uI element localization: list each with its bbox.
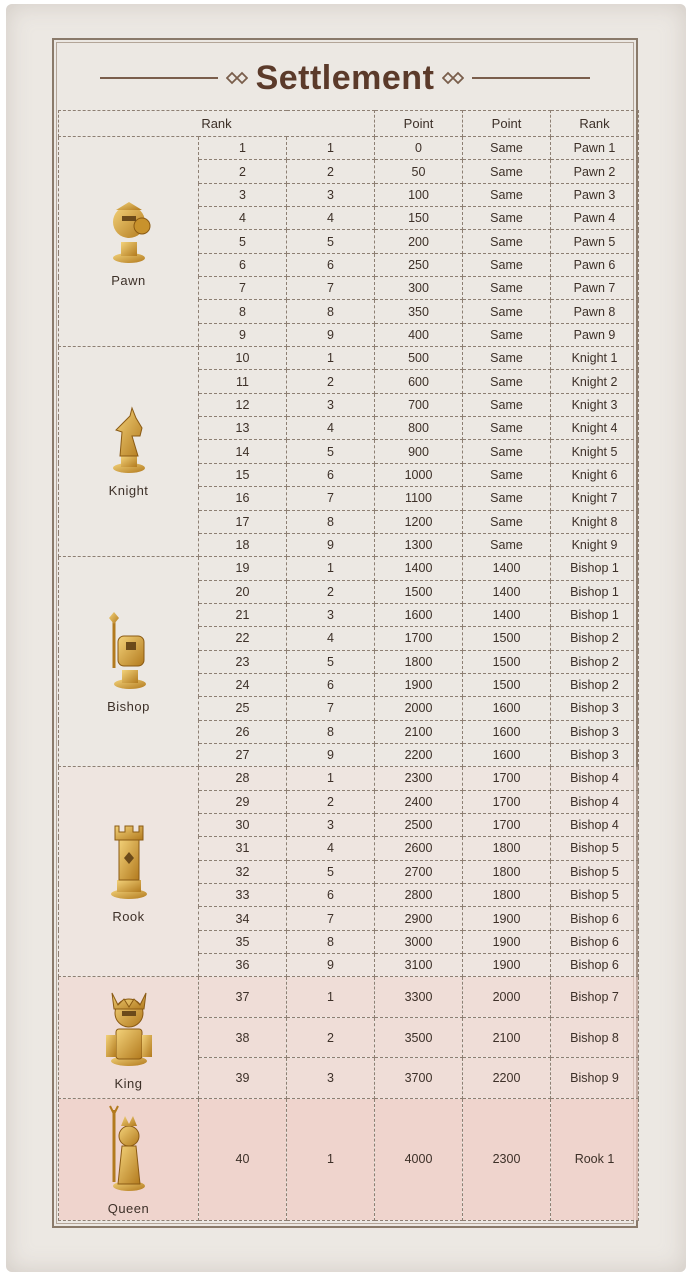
king-icon <box>102 985 156 1070</box>
point-cell: 2200 <box>375 743 463 766</box>
diamond-ornament-icon <box>442 71 464 85</box>
settled-point-cell: 1400 <box>463 580 551 603</box>
settled-point-cell: 1700 <box>463 813 551 836</box>
tier-number-cell: 4 <box>287 627 375 650</box>
piece-name: Rook <box>112 908 145 924</box>
point-cell: 3300 <box>375 977 463 1018</box>
settled-rank-cell: Bishop 2 <box>551 673 639 696</box>
tier-number-cell: 7 <box>287 907 375 930</box>
settled-point-cell: 2300 <box>463 1098 551 1220</box>
tier-number-cell: 6 <box>287 463 375 486</box>
tier-number-cell: 8 <box>287 720 375 743</box>
rank-number-cell: 18 <box>199 533 287 556</box>
settled-rank-cell: Bishop 1 <box>551 603 639 626</box>
point-cell: 1500 <box>375 580 463 603</box>
settled-rank-cell: Pawn 2 <box>551 160 639 183</box>
settled-rank-cell: Pawn 5 <box>551 230 639 253</box>
settled-point-cell: Same <box>463 533 551 556</box>
tier-number-cell: 5 <box>287 860 375 883</box>
settled-point-cell: Same <box>463 300 551 323</box>
settled-point-cell: Same <box>463 160 551 183</box>
queen-icon <box>104 1102 154 1195</box>
rank-number-cell: 5 <box>199 230 287 253</box>
tier-number-cell: 1 <box>287 767 375 790</box>
point-cell: 2300 <box>375 767 463 790</box>
rank-group-cell <box>59 347 199 557</box>
piece-box <box>59 196 198 288</box>
settled-rank-cell: Pawn 8 <box>551 300 639 323</box>
settled-rank-cell: Bishop 3 <box>551 743 639 766</box>
tier-number-cell: 1 <box>287 137 375 160</box>
rank-group-cell <box>59 557 199 767</box>
tier-number-cell: 9 <box>287 743 375 766</box>
settled-rank-cell: Rook 1 <box>551 1098 639 1220</box>
rank-number-cell: 2 <box>199 160 287 183</box>
rank-number-cell: 29 <box>199 790 287 813</box>
tier-number-cell: 3 <box>287 603 375 626</box>
point-cell: 1700 <box>375 627 463 650</box>
rank-number-cell: 1 <box>199 137 287 160</box>
piece-name: King <box>114 1075 143 1091</box>
piece-name: Bishop <box>107 698 150 714</box>
settled-point-cell: 2200 <box>463 1058 551 1099</box>
point-cell: 600 <box>375 370 463 393</box>
rank-number-cell: 37 <box>199 977 287 1018</box>
settled-rank-cell: Bishop 1 <box>551 557 639 580</box>
settled-rank-cell: Knight 2 <box>551 370 639 393</box>
settled-rank-cell: Pawn 1 <box>551 137 639 160</box>
pawn-icon <box>106 196 152 267</box>
point-cell: 1200 <box>375 510 463 533</box>
settled-point-cell: 1700 <box>463 790 551 813</box>
rank-number-cell: 21 <box>199 603 287 626</box>
point-cell: 2900 <box>375 907 463 930</box>
rank-number-cell: 3 <box>199 183 287 206</box>
rank-number-cell: 24 <box>199 673 287 696</box>
piece-name: Knight <box>108 482 149 498</box>
point-cell: 900 <box>375 440 463 463</box>
settled-point-cell: Same <box>463 207 551 230</box>
rank-number-cell: 25 <box>199 697 287 720</box>
piece-box <box>59 406 198 498</box>
settled-point-cell: Same <box>463 347 551 370</box>
settled-point-cell: 1800 <box>463 860 551 883</box>
rank-group-cell <box>59 1098 199 1220</box>
tier-number-cell: 2 <box>287 160 375 183</box>
tier-number-cell: 3 <box>287 1058 375 1099</box>
settled-rank-cell: Bishop 2 <box>551 627 639 650</box>
point-cell: 150 <box>375 207 463 230</box>
rank-number-cell: 14 <box>199 440 287 463</box>
rank-number-cell: 28 <box>199 767 287 790</box>
settled-rank-cell: Bishop 7 <box>551 977 639 1018</box>
rank-number-cell: 36 <box>199 954 287 977</box>
tier-number-cell: 9 <box>287 533 375 556</box>
settled-point-cell: Same <box>463 393 551 416</box>
settled-rank-cell: Knight 3 <box>551 393 639 416</box>
diamond-ornament-icon <box>226 71 248 85</box>
point-cell: 2400 <box>375 790 463 813</box>
rook-icon <box>106 820 152 903</box>
point-cell: 3000 <box>375 930 463 953</box>
settled-rank-cell: Knight 9 <box>551 533 639 556</box>
rank-number-cell: 4 <box>199 207 287 230</box>
rank-number-cell: 34 <box>199 907 287 930</box>
rank-number-cell: 8 <box>199 300 287 323</box>
settled-rank-cell: Bishop 8 <box>551 1017 639 1058</box>
table-header-row <box>59 111 639 137</box>
rank-number-cell: 9 <box>199 323 287 346</box>
point-cell: 350 <box>375 300 463 323</box>
title-ornament-line-right <box>472 77 590 79</box>
tier-number-cell: 7 <box>287 277 375 300</box>
point-cell: 500 <box>375 347 463 370</box>
settled-rank-cell: Bishop 3 <box>551 697 639 720</box>
settled-point-cell: 1600 <box>463 743 551 766</box>
title-bar <box>58 52 632 104</box>
settled-rank-cell: Knight 4 <box>551 417 639 440</box>
point-cell: 3700 <box>375 1058 463 1099</box>
rank-number-cell: 6 <box>199 253 287 276</box>
rank-number-cell: 11 <box>199 370 287 393</box>
tier-number-cell: 1 <box>287 1098 375 1220</box>
settled-point-cell: 1700 <box>463 767 551 790</box>
page-title: Settlement <box>255 58 435 97</box>
bishop-icon <box>106 610 152 693</box>
settled-rank-cell: Knight 8 <box>551 510 639 533</box>
table-row <box>59 1098 639 1220</box>
rank-number-cell: 23 <box>199 650 287 673</box>
tier-number-cell: 3 <box>287 393 375 416</box>
settled-rank-cell: Pawn 6 <box>551 253 639 276</box>
table-row <box>59 767 639 790</box>
tier-number-cell: 2 <box>287 1017 375 1058</box>
tier-number-cell: 6 <box>287 253 375 276</box>
point-cell: 200 <box>375 230 463 253</box>
tier-number-cell: 1 <box>287 977 375 1018</box>
point-cell: 400 <box>375 323 463 346</box>
settled-rank-cell: Bishop 6 <box>551 954 639 977</box>
rank-group-cell <box>59 137 199 347</box>
rank-group-cell <box>59 977 199 1099</box>
point-cell: 2500 <box>375 813 463 836</box>
settled-rank-cell: Bishop 2 <box>551 650 639 673</box>
piece-box <box>59 820 198 924</box>
tier-number-cell: 4 <box>287 417 375 440</box>
point-cell: 1600 <box>375 603 463 626</box>
tier-number-cell: 3 <box>287 183 375 206</box>
settled-rank-cell: Pawn 7 <box>551 277 639 300</box>
settled-rank-cell: Bishop 5 <box>551 837 639 860</box>
settled-point-cell: Same <box>463 370 551 393</box>
rank-number-cell: 33 <box>199 884 287 907</box>
point-cell: 250 <box>375 253 463 276</box>
piece-box <box>59 1102 198 1216</box>
settled-point-cell: 1600 <box>463 697 551 720</box>
settled-rank-cell: Bishop 5 <box>551 860 639 883</box>
settled-point-cell: Same <box>463 183 551 206</box>
settled-point-cell: 1500 <box>463 673 551 696</box>
point-cell: 2000 <box>375 697 463 720</box>
rank-number-cell: 26 <box>199 720 287 743</box>
tier-number-cell: 6 <box>287 673 375 696</box>
point-cell: 2800 <box>375 884 463 907</box>
settled-point-cell: 1600 <box>463 720 551 743</box>
settled-point-cell: Same <box>463 417 551 440</box>
settled-point-cell: Same <box>463 277 551 300</box>
rank-number-cell: 16 <box>199 487 287 510</box>
rank-group-cell <box>59 767 199 977</box>
point-cell: 800 <box>375 417 463 440</box>
tier-number-cell: 5 <box>287 230 375 253</box>
settled-rank-cell: Knight 7 <box>551 487 639 510</box>
table-row <box>59 347 639 370</box>
header-rank-settled: Rank <box>551 111 639 137</box>
point-cell: 300 <box>375 277 463 300</box>
settled-rank-cell: Bishop 6 <box>551 907 639 930</box>
settled-rank-cell: Pawn 4 <box>551 207 639 230</box>
settled-rank-cell: Pawn 9 <box>551 323 639 346</box>
settled-rank-cell: Knight 5 <box>551 440 639 463</box>
point-cell: 100 <box>375 183 463 206</box>
rank-number-cell: 12 <box>199 393 287 416</box>
rank-number-cell: 13 <box>199 417 287 440</box>
settled-point-cell: 1800 <box>463 837 551 860</box>
point-cell: 700 <box>375 393 463 416</box>
settled-rank-cell: Knight 1 <box>551 347 639 370</box>
settled-point-cell: Same <box>463 487 551 510</box>
table-row <box>59 977 639 1018</box>
piece-box <box>59 985 198 1091</box>
settled-rank-cell: Bishop 1 <box>551 580 639 603</box>
settled-point-cell: Same <box>463 463 551 486</box>
point-cell: 0 <box>375 137 463 160</box>
piece-name: Pawn <box>111 272 146 288</box>
tier-number-cell: 5 <box>287 440 375 463</box>
tier-number-cell: 5 <box>287 650 375 673</box>
header-point: Point <box>375 111 463 137</box>
rank-number-cell: 17 <box>199 510 287 533</box>
piece-name: Queen <box>107 1201 150 1217</box>
settled-rank-cell: Bishop 3 <box>551 720 639 743</box>
tier-number-cell: 4 <box>287 207 375 230</box>
settled-rank-cell: Bishop 4 <box>551 813 639 836</box>
rank-number-cell: 19 <box>199 557 287 580</box>
rank-number-cell: 15 <box>199 463 287 486</box>
rank-number-cell: 32 <box>199 860 287 883</box>
settled-rank-cell: Bishop 5 <box>551 884 639 907</box>
settled-point-cell: Same <box>463 440 551 463</box>
header-point-settled: Point <box>463 111 551 137</box>
settlement-table <box>58 110 639 1221</box>
point-cell: 1100 <box>375 487 463 510</box>
rank-number-cell: 22 <box>199 627 287 650</box>
rank-number-cell: 40 <box>199 1098 287 1220</box>
point-cell: 2600 <box>375 837 463 860</box>
point-cell: 2700 <box>375 860 463 883</box>
table-body <box>59 137 639 1221</box>
point-cell: 1900 <box>375 673 463 696</box>
point-cell: 2100 <box>375 720 463 743</box>
table-row <box>59 137 639 160</box>
settled-point-cell: 2100 <box>463 1017 551 1058</box>
rank-number-cell: 27 <box>199 743 287 766</box>
point-cell: 1000 <box>375 463 463 486</box>
settled-rank-cell: Bishop 6 <box>551 930 639 953</box>
table-row <box>59 557 639 580</box>
rank-number-cell: 38 <box>199 1017 287 1058</box>
settled-rank-cell: Bishop 9 <box>551 1058 639 1099</box>
tier-number-cell: 7 <box>287 487 375 510</box>
tier-number-cell: 9 <box>287 954 375 977</box>
settled-point-cell: 1900 <box>463 930 551 953</box>
rank-number-cell: 10 <box>199 347 287 370</box>
tier-number-cell: 8 <box>287 300 375 323</box>
settled-point-cell: Same <box>463 323 551 346</box>
knight-icon <box>106 406 152 477</box>
settled-point-cell: Same <box>463 510 551 533</box>
settled-point-cell: Same <box>463 137 551 160</box>
settled-point-cell: 1800 <box>463 884 551 907</box>
settled-rank-cell: Pawn 3 <box>551 183 639 206</box>
point-cell: 1400 <box>375 557 463 580</box>
point-cell: 3500 <box>375 1017 463 1058</box>
settled-point-cell: 1400 <box>463 557 551 580</box>
tier-number-cell: 8 <box>287 510 375 533</box>
rank-number-cell: 31 <box>199 837 287 860</box>
tier-number-cell: 1 <box>287 557 375 580</box>
settled-point-cell: 1900 <box>463 907 551 930</box>
point-cell: 50 <box>375 160 463 183</box>
rank-number-cell: 20 <box>199 580 287 603</box>
tier-number-cell: 2 <box>287 790 375 813</box>
piece-box <box>59 610 198 714</box>
settled-point-cell: 1400 <box>463 603 551 626</box>
settled-point-cell: Same <box>463 230 551 253</box>
tier-number-cell: 2 <box>287 580 375 603</box>
point-cell: 1800 <box>375 650 463 673</box>
header-rank: Rank <box>59 111 375 137</box>
point-cell: 3100 <box>375 954 463 977</box>
settled-point-cell: 2000 <box>463 977 551 1018</box>
tier-number-cell: 3 <box>287 813 375 836</box>
tier-number-cell: 9 <box>287 323 375 346</box>
rank-number-cell: 7 <box>199 277 287 300</box>
rank-number-cell: 35 <box>199 930 287 953</box>
point-cell: 1300 <box>375 533 463 556</box>
settled-rank-cell: Bishop 4 <box>551 790 639 813</box>
point-cell: 4000 <box>375 1098 463 1220</box>
rank-number-cell: 30 <box>199 813 287 836</box>
tier-number-cell: 7 <box>287 697 375 720</box>
settled-point-cell: 1500 <box>463 627 551 650</box>
settled-point-cell: 1900 <box>463 954 551 977</box>
rank-number-cell: 39 <box>199 1058 287 1099</box>
tier-number-cell: 8 <box>287 930 375 953</box>
settled-point-cell: Same <box>463 253 551 276</box>
tier-number-cell: 4 <box>287 837 375 860</box>
settled-rank-cell: Knight 6 <box>551 463 639 486</box>
settled-point-cell: 1500 <box>463 650 551 673</box>
tier-number-cell: 6 <box>287 884 375 907</box>
title-ornament-line-left <box>100 77 218 79</box>
tier-number-cell: 2 <box>287 370 375 393</box>
settled-rank-cell: Bishop 4 <box>551 767 639 790</box>
tier-number-cell: 1 <box>287 347 375 370</box>
